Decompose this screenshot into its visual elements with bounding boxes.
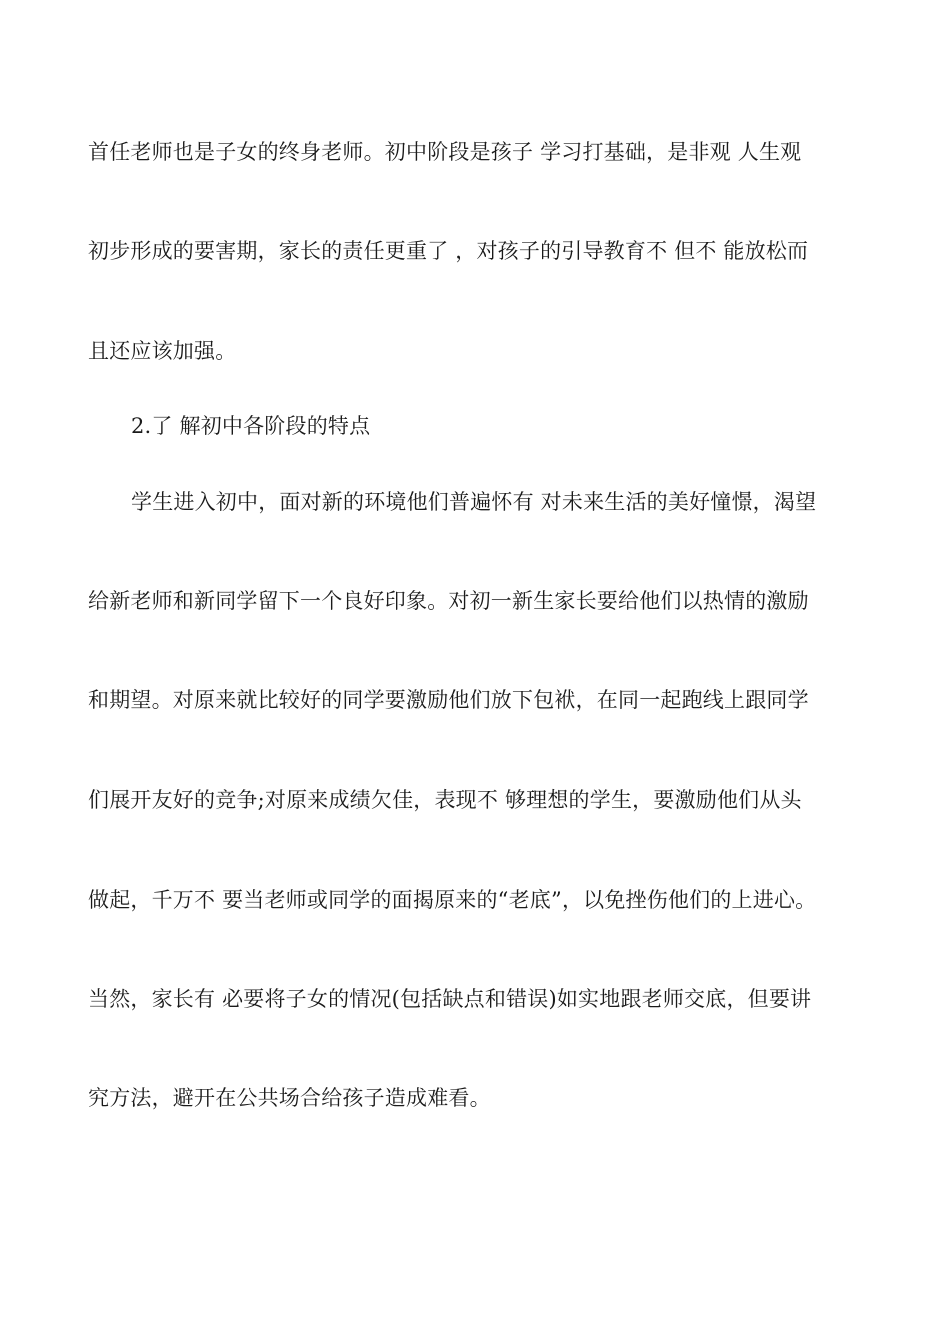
paragraph-1-line-1: 首任老师也是子女的终身老师。初中阶段是孩子 学习打基础，是非观 人生观	[88, 140, 802, 164]
paragraph-2-line-6: 当然，家长有 必要将子女的情况(包括缺点和错误)如实地跟老师交底，但要讲	[88, 987, 812, 1011]
paragraph-2-line-2: 给新老师和新同学留下一个良好印象。对初一新生家长要给他们以热情的激励	[88, 589, 809, 613]
paragraph-2-line-4: 们展开友好的竞争;对原来成绩欠佳，表现不 够理想的学生，要激励他们从头	[88, 788, 802, 812]
paragraph-1-line-3: 且还应该加强。	[88, 339, 237, 363]
paragraph-2-line-5: 做起，千万不 要当老师或同学的面揭原来的“老底”，以免挫伤他们的上进心。	[88, 888, 817, 912]
paragraph-1-line-2: 初步形成的要害期，家长的责任更重了 ，对孩子的引导教育不 但不 能放松而	[88, 239, 809, 263]
paragraph-2-line-1: 学生进入初中，面对新的环境他们普遍怀有 对未来生活的美好憧憬，渴望	[131, 490, 817, 514]
paragraph-2-line-7: 究方法，避开在公共场合给孩子造成难看。	[88, 1086, 491, 1110]
section-heading: 2.了 解初中各阶段的特点	[131, 414, 371, 438]
paragraph-2-line-3: 和期望。对原来就比较好的同学要激励他们放下包袱，在同一起跑线上跟同学	[88, 688, 809, 712]
